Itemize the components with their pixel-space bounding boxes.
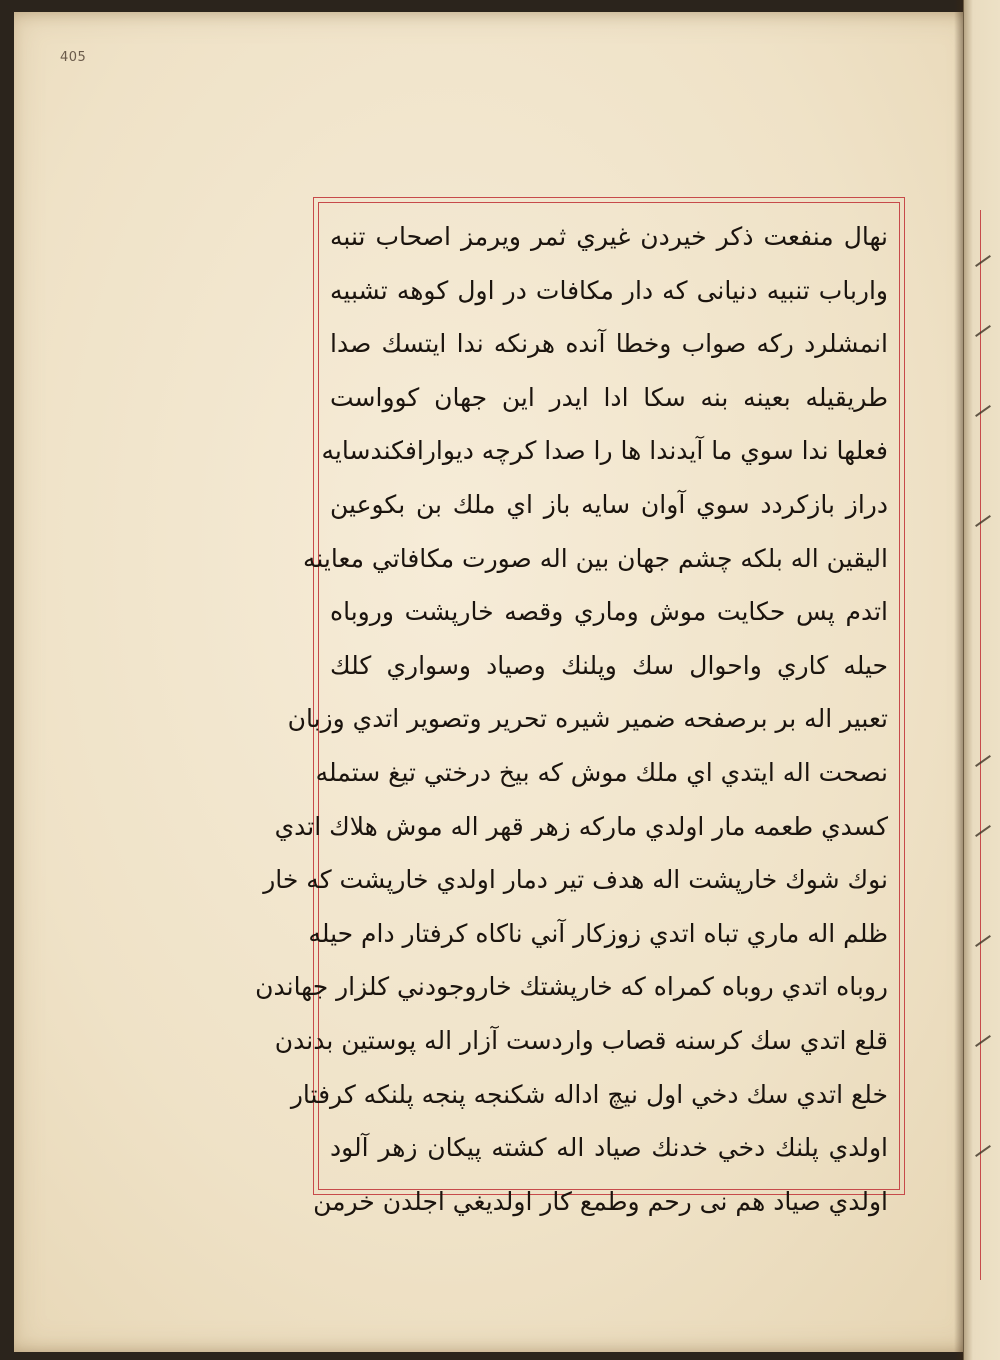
adjacent-page-script <box>975 1035 991 1047</box>
text-line: نهال منفعت ذکر خیردن غیري ثمر ویرمز اصحاب تنبه <box>330 222 888 251</box>
text-line: اتدم پس حکایت موش وماري وقصه خارپشت وروباه <box>330 597 888 627</box>
text-line: فعلها ندا سوي ما آیدندا ها را صدا کرچه دیوارافکندسایه <box>321 436 888 466</box>
adjacent-page-rule <box>980 210 981 1280</box>
text-line: طریقیله بعینه بنه سکا ادا ایدر این جهان کوواست <box>330 382 888 412</box>
text-line: انمشلرد رکه صواب وخطا آنده هرنکه ندا ایتسك صدا <box>330 329 888 359</box>
text-block <box>255 210 892 1216</box>
text-line: کسدي طعمه مار اولدي مارکه زهر قهر اله موش هلاك اتدي <box>274 811 888 841</box>
adjacent-page-script <box>975 1145 991 1157</box>
adjacent-page-script <box>975 515 991 527</box>
text-line: خلع اتدي سك دخي اول نیچ اداله شکنجه پنجه پلنکه کرفتار <box>290 1079 888 1109</box>
text-line: الیقین اله بلکه چشم جهان بین اله صورت مکافاتي معاینه <box>302 543 888 573</box>
text-line: وارباب تنبیه دنیانی که دار مکافات در اول کوهه تشبیه <box>330 275 888 305</box>
adjacent-page-script <box>975 255 991 267</box>
text-line: قلع اتدي سك کرسنه قصاب واردست آزار اله پوستین بدندن <box>274 1025 888 1055</box>
text-line: اولدي صیاد هم نی رحم وطمع کار اولدیغي اجلدن خرمن <box>313 1186 888 1216</box>
adjacent-page-edge <box>963 0 1000 1360</box>
text-line: نصحت اله ایتدي اي ملك موش که بیخ درختي تیغ ستمله <box>315 757 888 787</box>
adjacent-page-script <box>975 935 991 947</box>
text-line: روباه اتدي روباه کمراه که خارپشتك خاروجودني کلزار جهاندن <box>255 972 888 1002</box>
text-line: تعبیر اله بر برصفحه ضمیر شیره تحریر وتصویر اتدي وزبان <box>287 704 888 734</box>
adjacent-page-script <box>975 325 991 337</box>
adjacent-page-script <box>975 405 991 417</box>
manuscript-page <box>14 12 978 1352</box>
text-line: دراز بازکردد سوي آوان سایه باز اي ملك بن بکوعین <box>330 489 888 519</box>
adjacent-page-script <box>975 825 991 837</box>
adjacent-page-script <box>975 755 991 767</box>
text-line: ظلم اله ماري تباه اتدي زوزکار آني ناکاه کرفتار دام حیله <box>308 918 888 948</box>
text-line: حیله کاري واحوال سك وپلنك وصیاد وسواري کلك <box>330 650 888 680</box>
folio-number: 405 <box>60 50 87 65</box>
text-line: اولدي پلنك دخي خدنك صیاد اله کشته پیکان زهر آلود <box>330 1133 888 1163</box>
text-line: نوك شوك خارپشت اله هدف تیر دمار اولدي خارپشت که خار <box>263 865 888 895</box>
